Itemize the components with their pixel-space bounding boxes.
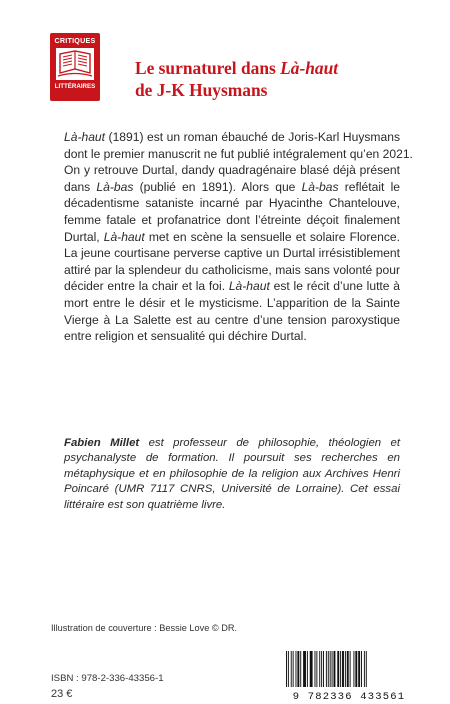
barcode-bar — [355, 651, 357, 687]
barcode-bar — [358, 651, 360, 687]
price: 23 € — [51, 688, 73, 700]
barcode-bar — [334, 651, 336, 687]
barcode-bar — [316, 651, 317, 687]
barcode-bar — [296, 651, 297, 687]
title-line-2: de J-K Huysmans — [135, 80, 268, 100]
barcode-bar — [330, 651, 331, 687]
summary-line: Durtal, Là-haut met en scène la sensuelle et solaire Florence. — [64, 229, 400, 244]
open-book-icon — [55, 47, 95, 81]
barcode-bar — [337, 651, 339, 687]
barcode-bar — [366, 651, 367, 687]
summary-text — [64, 129, 413, 345]
logo-bottom-text: LITTÉRAIRES — [54, 83, 96, 90]
summary-line: décider entre la chair et la foi. Là-haut est le récit d’une lutte à — [64, 279, 400, 294]
author-bio-line: Fabien Millet est professeur de philosophie, théologien et — [64, 437, 400, 449]
barcode-bar — [307, 651, 308, 687]
barcode-bar — [319, 651, 320, 687]
summary-line: entre religion et sensualité qui déchire Durtal. — [64, 329, 307, 344]
barcode-bar — [345, 651, 346, 687]
barcode-bar — [332, 651, 333, 687]
author-bio-line: psychanalyste de formation. Il poursuit ses recherches en — [64, 452, 400, 465]
author-bio-line: Poincaré (UMR 7117 CNRS, Université de Lorraine). Cet essai — [64, 483, 400, 496]
barcode-bar — [328, 651, 329, 687]
title-line-1: Le surnaturel dans Là-haut — [135, 58, 339, 78]
barcode-bar — [321, 651, 322, 687]
barcode-bar — [347, 651, 349, 687]
title-italic-work: Là-haut — [280, 58, 339, 78]
author-bio-line: littéraire est son quatrième livre. — [64, 498, 226, 511]
summary-line: dans Là-bas (publié en 1891). Alors que Là-bas reflétait le — [64, 179, 400, 194]
barcode-bar — [340, 651, 341, 687]
barcode-bar — [353, 651, 354, 687]
barcode-bar — [361, 651, 362, 687]
isbn: ISBN : 978-2-336-43356-1 — [51, 673, 164, 684]
summary-line: décadentisme sataniste incarné par Hyacinthe Chantelouve, — [64, 196, 400, 211]
summary-line: attiré par la splendeur du catholicisme, mais sans volonté pour — [64, 262, 400, 277]
critiques-litteraires-logo — [50, 33, 100, 101]
barcode-bar — [315, 651, 316, 687]
barcode-bars — [286, 651, 367, 687]
barcode-digits: 9 782336 433561 — [292, 691, 406, 701]
barcode-bar — [293, 651, 294, 687]
barcode-bar — [300, 651, 301, 687]
barcode-bar — [303, 651, 306, 687]
summary-line: On y retrouve Durtal, dandy quadragénaire blasé déjà présent — [64, 163, 400, 178]
barcode-bar — [342, 651, 344, 687]
summary-line: La jeune courtisane perverse captive un Durtal irrésistiblement — [64, 246, 400, 261]
barcode-bar — [288, 651, 289, 687]
barcode-bar — [297, 651, 299, 687]
logo-top-text: CRITIQUES — [54, 36, 96, 45]
summary-line: Vierge à La Salette est au centre d’une tension paroxystique — [64, 312, 400, 327]
author-name: Fabien Millet — [64, 437, 140, 449]
author-bio-line: métaphysique et en philosophie de la religion aux Archives Henri — [64, 467, 400, 480]
summary-line: mort entre le désir et le mysticisme. L’apparition de la Sainte — [64, 295, 400, 310]
barcode-bar — [291, 651, 292, 687]
author-bio — [64, 436, 400, 513]
barcode-bar — [323, 651, 324, 687]
summary-line: femme fatale et profanatrice dont l’étreinte déçoit finalement — [64, 212, 400, 227]
summary-line: Là-haut (1891) est un roman ébauché de Joris-Karl Huysmans — [64, 130, 400, 144]
book-title — [135, 57, 435, 101]
barcode-bar — [326, 651, 327, 687]
cover-credit: Illustration de couverture : Bessie Love © DR. — [51, 623, 238, 633]
barcode-bar — [364, 651, 365, 687]
barcode-bar — [310, 651, 313, 687]
barcode-bar — [286, 651, 287, 687]
barcode-bar — [350, 651, 351, 687]
summary-line: dont le premier manuscrit ne fut publié intégralement qu’en 2021. — [64, 146, 413, 161]
barcode — [274, 649, 424, 701]
